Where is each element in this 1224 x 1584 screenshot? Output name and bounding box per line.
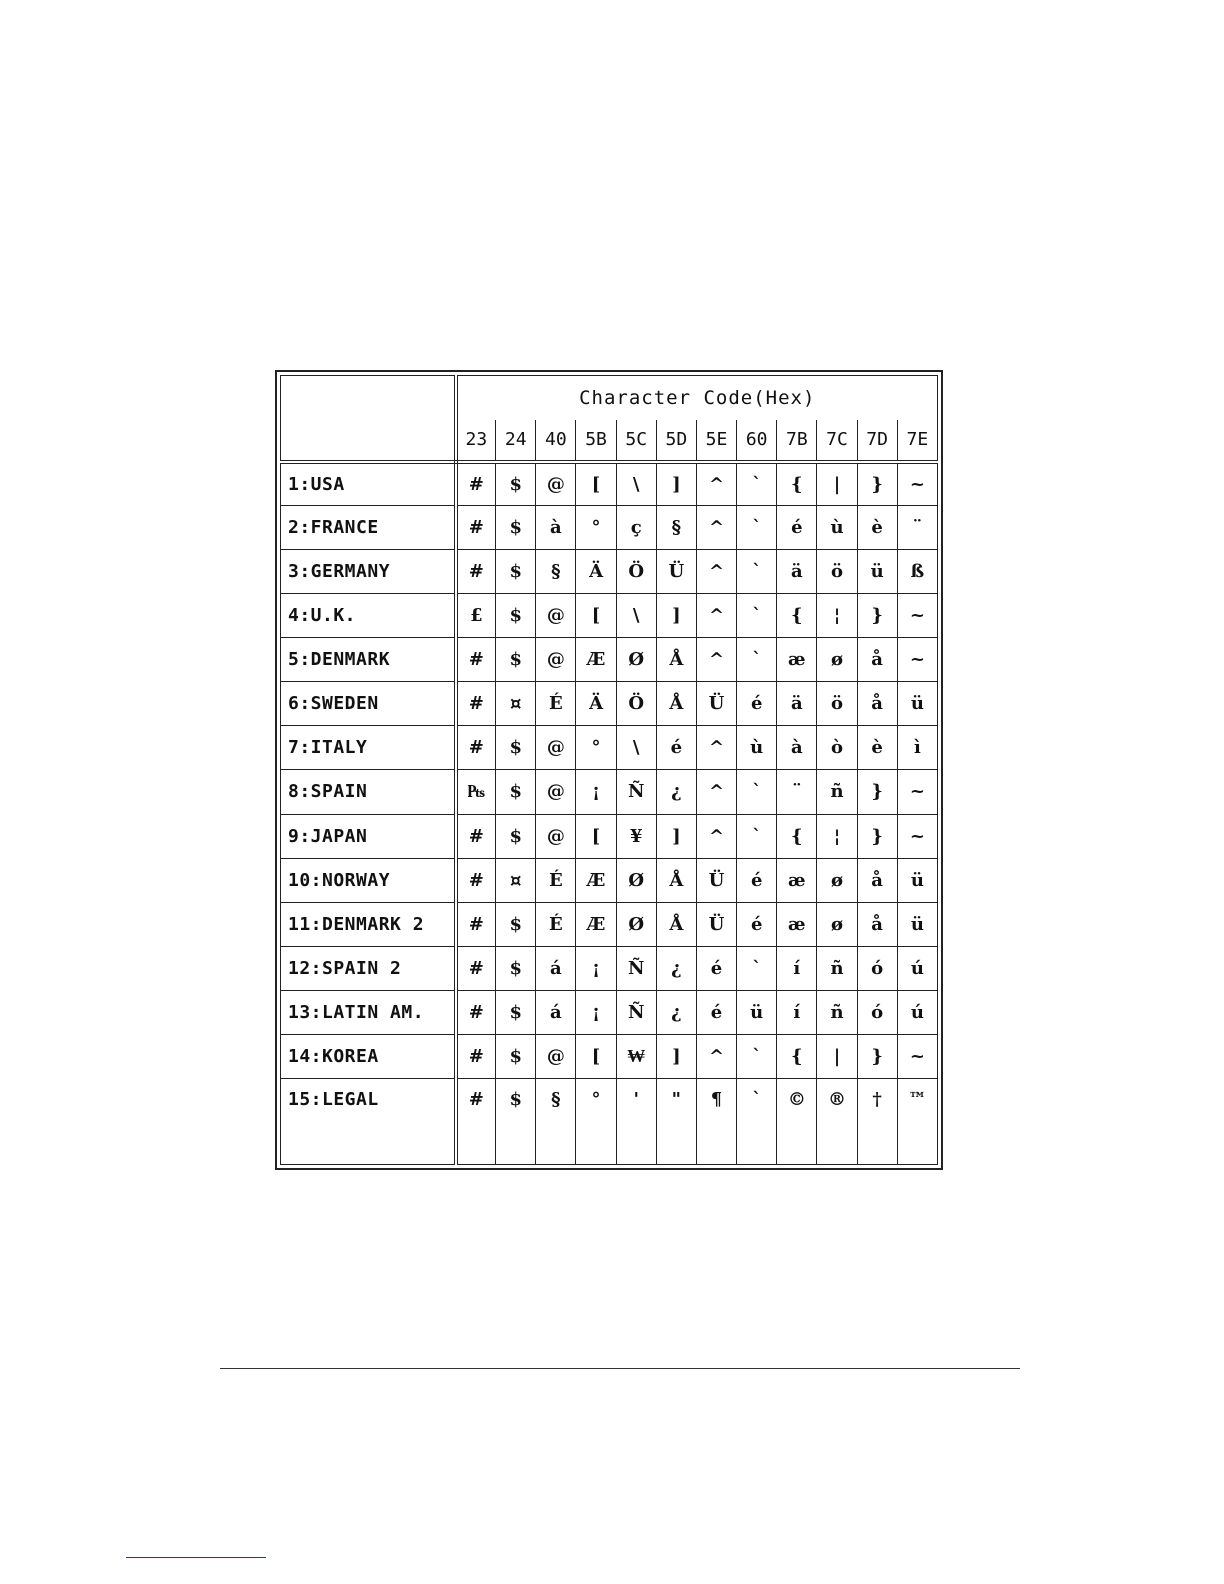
character-cell: ø	[817, 858, 857, 902]
character-cell: {	[777, 814, 817, 858]
character-cell: É	[536, 902, 576, 946]
country-label: 13:LATIN AM.	[281, 990, 456, 1034]
table-row	[281, 990, 938, 1034]
character-cell: ó	[857, 946, 897, 990]
character-cell: ñ	[817, 990, 857, 1034]
character-cell: $	[496, 946, 536, 990]
character-cell: Ñ	[616, 946, 656, 990]
character-cell: Ö	[616, 550, 656, 594]
character-cell: £	[456, 594, 496, 638]
character-cell: $	[496, 1078, 536, 1164]
hex-code-header: 24	[496, 420, 536, 462]
character-cell: [	[576, 814, 616, 858]
character-cell: ö	[817, 550, 857, 594]
hex-code-header: 7E	[897, 420, 937, 462]
character-cell: Ø	[616, 858, 656, 902]
character-cell: ò	[817, 726, 857, 770]
character-cell: ì	[897, 726, 937, 770]
character-cell: ~	[897, 814, 937, 858]
character-cell: ^	[696, 770, 736, 814]
character-cell: ^	[696, 594, 736, 638]
character-cell: ä	[777, 682, 817, 726]
character-cell: ^	[696, 814, 736, 858]
country-label: 2:FRANCE	[281, 506, 456, 550]
character-cell: ó	[857, 990, 897, 1034]
country-label: 15:LEGAL	[281, 1078, 456, 1164]
character-cell: §	[536, 550, 576, 594]
character-cell: $	[496, 506, 536, 550]
character-cell: ø	[817, 638, 857, 682]
character-cell: Ü	[696, 858, 736, 902]
character-cell: ©	[777, 1078, 817, 1164]
character-cell: ç	[616, 506, 656, 550]
character-cell: }	[857, 814, 897, 858]
character-cell: #	[456, 682, 496, 726]
character-cell: ¡	[576, 770, 616, 814]
character-cell: #	[456, 814, 496, 858]
hex-code-header: 5B	[576, 420, 616, 462]
character-cell: ~	[897, 462, 937, 506]
character-cell: "	[656, 1078, 696, 1164]
character-cell: é	[737, 858, 777, 902]
table-row	[281, 902, 938, 946]
character-cell: °	[576, 506, 616, 550]
character-cell: ñ	[817, 770, 857, 814]
character-cell: Å	[656, 858, 696, 902]
country-label: 11:DENMARK 2	[281, 902, 456, 946]
character-cell: à	[777, 726, 817, 770]
table-row	[281, 858, 938, 902]
character-cell: Æ	[576, 902, 616, 946]
character-cell: é	[656, 726, 696, 770]
table-row	[281, 946, 938, 990]
character-cell: ₩	[616, 1034, 656, 1078]
character-set-table	[280, 375, 938, 1165]
character-cell: ]	[656, 1034, 696, 1078]
country-label: 5:DENMARK	[281, 638, 456, 682]
character-cell: [	[576, 1034, 616, 1078]
character-set-table-frame	[275, 370, 943, 1170]
table-row	[281, 1078, 938, 1164]
character-cell: ™	[897, 1078, 937, 1164]
character-cell: ü	[737, 990, 777, 1034]
character-cell: Ü	[696, 682, 736, 726]
character-cell: $	[496, 902, 536, 946]
character-cell: `	[737, 638, 777, 682]
hex-code-header: 7D	[857, 420, 897, 462]
table-row	[281, 638, 938, 682]
character-cell: {	[777, 1034, 817, 1078]
character-cell: @	[536, 638, 576, 682]
character-cell: æ	[777, 858, 817, 902]
character-cell: ß	[897, 550, 937, 594]
character-cell: `	[737, 770, 777, 814]
character-cell: Å	[656, 682, 696, 726]
character-cell: #	[456, 1078, 496, 1164]
character-cell: ¤	[496, 858, 536, 902]
table-row	[281, 726, 938, 770]
character-cell: Ñ	[616, 990, 656, 1034]
character-cell: }	[857, 594, 897, 638]
country-label: 1:USA	[281, 462, 456, 506]
character-cell: ₧	[456, 770, 496, 814]
character-cell: }	[857, 462, 897, 506]
character-cell: Æ	[576, 858, 616, 902]
character-cell: à	[536, 506, 576, 550]
character-cell: é	[777, 506, 817, 550]
character-cell: ~	[897, 1034, 937, 1078]
hex-code-header: 60	[737, 420, 777, 462]
character-cell: }	[857, 1034, 897, 1078]
character-cell: ¥	[616, 814, 656, 858]
country-label: 12:SPAIN 2	[281, 946, 456, 990]
character-cell: ^	[696, 550, 736, 594]
character-cell: ü	[897, 902, 937, 946]
character-cell: ¿	[656, 946, 696, 990]
character-cell: á	[536, 946, 576, 990]
character-cell: #	[456, 638, 496, 682]
character-cell: @	[536, 726, 576, 770]
character-cell: $	[496, 1034, 536, 1078]
character-cell: #	[456, 550, 496, 594]
character-cell: å	[857, 902, 897, 946]
hex-code-header: 5D	[656, 420, 696, 462]
character-cell: #	[456, 990, 496, 1034]
table-row	[281, 550, 938, 594]
character-cell: é	[696, 990, 736, 1034]
hex-code-header: 5C	[616, 420, 656, 462]
character-cell: @	[536, 814, 576, 858]
character-cell: ]	[656, 462, 696, 506]
character-cell: Ø	[616, 638, 656, 682]
hex-code-header: 40	[536, 420, 576, 462]
character-cell: §	[656, 506, 696, 550]
character-cell: #	[456, 462, 496, 506]
table-corner-cell	[281, 376, 456, 462]
character-cell: `	[737, 814, 777, 858]
character-cell: |	[817, 1034, 857, 1078]
character-cell: Ñ	[616, 770, 656, 814]
character-cell: ~	[897, 638, 937, 682]
character-cell: `	[737, 594, 777, 638]
character-cell: \	[616, 594, 656, 638]
character-cell: æ	[777, 902, 817, 946]
character-cell: `	[737, 1034, 777, 1078]
character-cell: ù	[817, 506, 857, 550]
character-cell: ü	[897, 682, 937, 726]
character-cell: †	[857, 1078, 897, 1164]
hex-code-header: 7C	[817, 420, 857, 462]
country-label: 7:ITALY	[281, 726, 456, 770]
character-cell: ¡	[576, 946, 616, 990]
character-cell: ¦	[817, 594, 857, 638]
character-cell: Ö	[616, 682, 656, 726]
character-cell: ù	[737, 726, 777, 770]
character-cell: {	[777, 594, 817, 638]
character-cell: Å	[656, 902, 696, 946]
footer-divider	[220, 1368, 1020, 1369]
hex-code-header: 23	[456, 420, 496, 462]
character-cell: #	[456, 726, 496, 770]
character-cell: é	[737, 682, 777, 726]
character-cell: å	[857, 638, 897, 682]
character-cell: #	[456, 506, 496, 550]
character-cell: |	[817, 462, 857, 506]
character-cell: ~	[897, 770, 937, 814]
character-cell: #	[456, 946, 496, 990]
character-cell: æ	[777, 638, 817, 682]
character-cell: °	[576, 1078, 616, 1164]
character-cell: $	[496, 814, 536, 858]
character-cell: ö	[817, 682, 857, 726]
character-cell: ~	[897, 594, 937, 638]
character-cell: `	[737, 506, 777, 550]
table-row	[281, 462, 938, 506]
country-label: 9:JAPAN	[281, 814, 456, 858]
country-label: 14:KOREA	[281, 1034, 456, 1078]
character-cell: {	[777, 462, 817, 506]
character-cell: ^	[696, 506, 736, 550]
character-cell: $	[496, 638, 536, 682]
table-title: Character Code(Hex)	[456, 376, 938, 420]
character-cell: @	[536, 770, 576, 814]
character-cell: Ä	[576, 550, 616, 594]
country-label: 6:SWEDEN	[281, 682, 456, 726]
character-cell: @	[536, 594, 576, 638]
character-cell: ^	[696, 726, 736, 770]
character-cell: @	[536, 462, 576, 506]
character-cell: #	[456, 1034, 496, 1078]
character-cell: ^	[696, 638, 736, 682]
character-cell: ü	[897, 858, 937, 902]
table-row	[281, 1034, 938, 1078]
character-cell: á	[536, 990, 576, 1034]
character-cell: ^	[696, 1034, 736, 1078]
character-cell: å	[857, 858, 897, 902]
character-cell: ¶	[696, 1078, 736, 1164]
character-cell: ú	[897, 946, 937, 990]
character-cell: í	[777, 990, 817, 1034]
table-row	[281, 594, 938, 638]
country-label: 8:SPAIN	[281, 770, 456, 814]
table-row	[281, 770, 938, 814]
character-cell: ä	[777, 550, 817, 594]
hex-code-header: 5E	[696, 420, 736, 462]
character-cell: $	[496, 726, 536, 770]
character-cell: É	[536, 682, 576, 726]
character-cell: @	[536, 1034, 576, 1078]
country-label: 3:GERMANY	[281, 550, 456, 594]
table-row	[281, 682, 938, 726]
character-cell: Ä	[576, 682, 616, 726]
character-cell: §	[536, 1078, 576, 1164]
country-label: 4:U.K.	[281, 594, 456, 638]
character-cell: $	[496, 462, 536, 506]
character-cell: é	[737, 902, 777, 946]
character-cell: ¨	[777, 770, 817, 814]
country-label: 10:NORWAY	[281, 858, 456, 902]
character-cell: `	[737, 462, 777, 506]
character-cell: ú	[897, 990, 937, 1034]
character-cell: \	[616, 462, 656, 506]
character-cell: $	[496, 990, 536, 1034]
character-cell: ¤	[496, 682, 536, 726]
character-cell: #	[456, 858, 496, 902]
character-cell: ¨	[897, 506, 937, 550]
character-cell: ø	[817, 902, 857, 946]
character-cell: ]	[656, 814, 696, 858]
character-cell: Ü	[696, 902, 736, 946]
hex-code-header: 7B	[777, 420, 817, 462]
character-cell: É	[536, 858, 576, 902]
character-cell: $	[496, 550, 536, 594]
character-cell: \	[616, 726, 656, 770]
character-cell: `	[737, 1078, 777, 1164]
character-cell: }	[857, 770, 897, 814]
bottom-corner-line	[126, 1557, 266, 1558]
character-cell: ü	[857, 550, 897, 594]
character-cell: ®	[817, 1078, 857, 1164]
character-cell: [	[576, 462, 616, 506]
character-cell: $	[496, 594, 536, 638]
table-body	[281, 462, 938, 1165]
table-row	[281, 506, 938, 550]
character-cell: ^	[696, 462, 736, 506]
character-cell: ñ	[817, 946, 857, 990]
character-cell: ]	[656, 594, 696, 638]
character-cell: $	[496, 770, 536, 814]
character-cell: Ü	[656, 550, 696, 594]
character-cell: ¿	[656, 990, 696, 1034]
character-cell: í	[777, 946, 817, 990]
character-cell: `	[737, 550, 777, 594]
character-cell: [	[576, 594, 616, 638]
character-cell: è	[857, 726, 897, 770]
character-cell: é	[696, 946, 736, 990]
character-cell: ¿	[656, 770, 696, 814]
character-cell: ¦	[817, 814, 857, 858]
character-cell: å	[857, 682, 897, 726]
character-cell: °	[576, 726, 616, 770]
character-cell: '	[616, 1078, 656, 1164]
table-row	[281, 814, 938, 858]
character-cell: `	[737, 946, 777, 990]
character-cell: è	[857, 506, 897, 550]
character-cell: ¡	[576, 990, 616, 1034]
character-cell: Æ	[576, 638, 616, 682]
character-cell: #	[456, 902, 496, 946]
character-cell: Å	[656, 638, 696, 682]
character-cell: Ø	[616, 902, 656, 946]
